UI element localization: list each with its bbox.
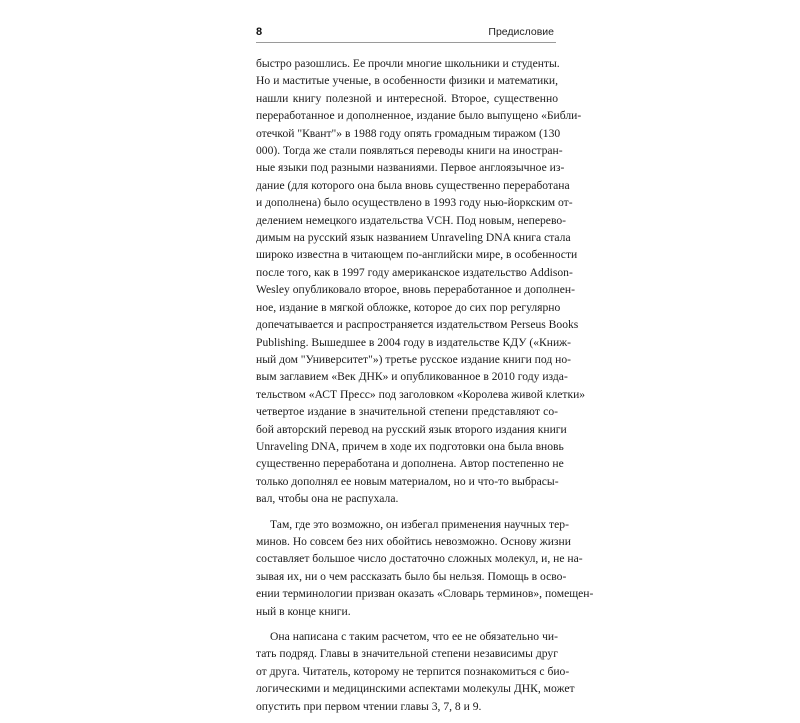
text-line: логическими и медицинскими аспектами молекулы ДНК, может — [256, 682, 575, 696]
text-line: Publishing. Вышедшее в 2004 году в издательстве КДУ («Книж- — [256, 335, 572, 349]
text-line: ный в конце книги. — [256, 604, 351, 618]
text-line: вал, чтобы она не распухала. — [256, 492, 399, 506]
text-line: после того, как в 1997 году американское издательство Addison- — [256, 265, 573, 279]
text-line: допечатывается и распространяется издательством Perseus Books — [256, 318, 579, 332]
text-line: нашли книгу полезной и интересной. Второе, существенно — [256, 91, 558, 105]
text-line: отечкой "Квант"» в 1988 году опять громадным тиражом (130 — [256, 126, 561, 140]
text-line: дание (для которого она была вновь существенно переработана — [256, 178, 570, 192]
text-line: делением немецкого издательства VCH. Под новым, неперево- — [256, 213, 566, 227]
text-line: минов. Но совсем без них обойтись невозможно. Основу жизни — [256, 534, 571, 548]
page-number: 8 — [256, 26, 263, 38]
text-line: ное, издание в мягкой обложке, которое до сих пор регулярно — [256, 300, 561, 314]
text-line: быстро разошлись. Ее прочли многие школьники и студенты. — [256, 57, 560, 70]
text-line: Unraveling DNA, причем в ходе их подготовки она была вновь — [256, 439, 564, 453]
paragraph — [256, 628, 575, 715]
text-line: димым на русский язык названием Unraveling DNA книга стала — [256, 231, 571, 245]
page-body-text — [256, 55, 594, 723]
text-line: вым заглавием «Век ДНК» и опубликованное в 2010 году изда- — [256, 370, 568, 384]
page-header — [256, 26, 556, 43]
text-line: и дополнена) было осуществлено в 1993 году нью-йоркским от- — [256, 196, 573, 210]
text-line: бой авторский перевод на русский язык второго издания книги — [256, 422, 567, 436]
text-line: ные языки под разными названиями. Первое англоязычное из- — [256, 161, 565, 175]
text-line: ный дом "Университет"») третье русское издание книги под но- — [256, 352, 572, 366]
paragraph — [256, 55, 586, 508]
text-line: составляет большое число достаточно сложных молекул, и, не на- — [256, 552, 583, 566]
text-line: зывая их, ни о чем рассказать было бы нельзя. Помощь в осво- — [256, 569, 567, 583]
text-line: четвертое издание в значительной степени представляют со- — [256, 405, 558, 419]
text-line: тельством «АСТ Пресс» под заголовком «Королева живой клетки» — [256, 387, 586, 401]
running-title: Предисловие — [488, 26, 554, 38]
text-line: Она написана с таким расчетом, что ее не обязательно чи- — [270, 630, 558, 643]
text-line: переработанное и дополненное, издание было выпущено «Библи- — [256, 109, 582, 123]
text-line: от друга. Читатель, которому не терпится познакомиться с био- — [256, 664, 570, 678]
text-line: только дополнял ее новым материалом, но и что-то выбрасы- — [256, 474, 559, 488]
text-line: существенно переработана и дополнена. Автор постепенно не — [256, 457, 564, 471]
paragraph — [256, 516, 594, 620]
text-line: тать подряд. Главы в значительной степени независимы друг — [256, 647, 558, 661]
text-line: ении терминологии призван оказать «Словарь терминов», помещен- — [256, 587, 594, 601]
text-line: Там, где это возможно, он избегал применения научных тер- — [270, 517, 569, 531]
text-line: Wesley опубликовало второе, вновь переработанное и дополнен- — [256, 283, 575, 297]
text-line: опустить при первом чтении главы 3, 7, 8 и 9. — [256, 699, 482, 713]
text-line: Но и маститые ученые, в особенности физики и математики, — [256, 74, 558, 88]
text-line: 000). Тогда же стали появляться переводы книги на иностран- — [256, 144, 563, 158]
text-line: широко известна в читающем по-английски мире, в особенности — [256, 248, 578, 262]
